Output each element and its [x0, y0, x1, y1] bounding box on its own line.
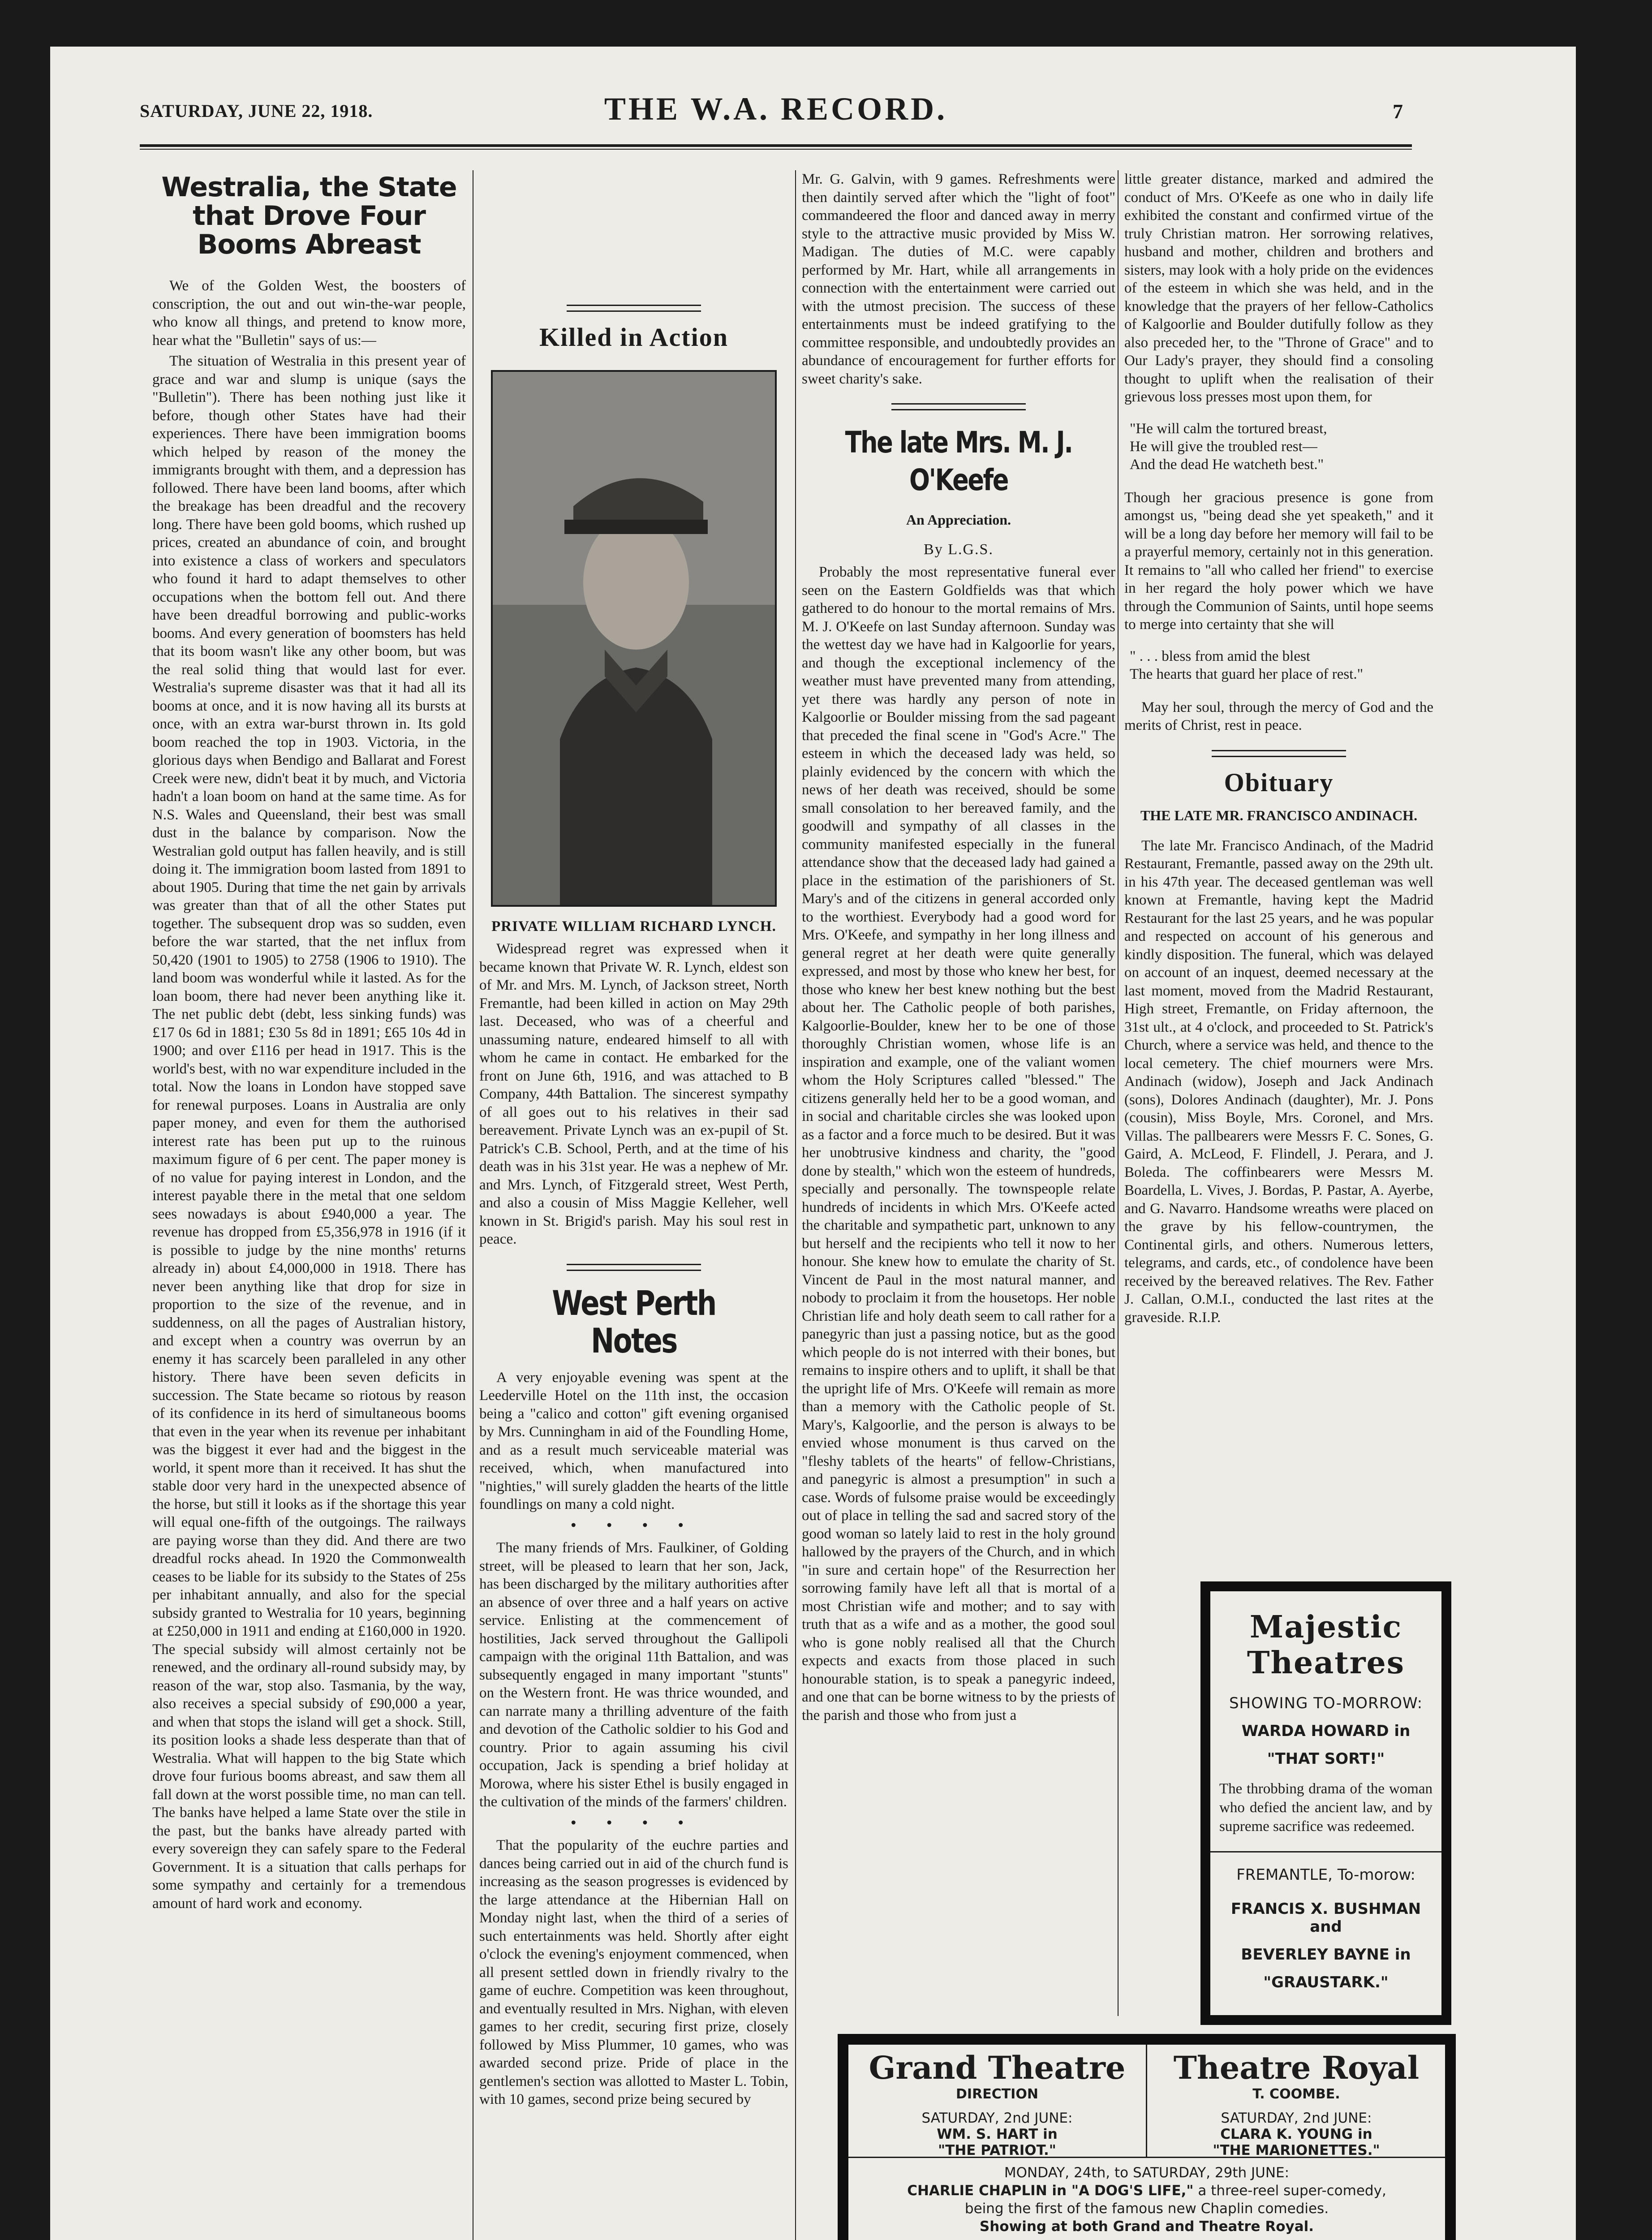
column-4 [1124, 170, 1433, 1572]
chaplin-showing: Showing at both Grand and Theatre Royal. [979, 2218, 1314, 2235]
verse-line: "He will calm the tortured breast, [1130, 420, 1327, 437]
majestic-star3: BEVERLEY BAYNE in [1241, 1946, 1411, 1964]
masthead-date: SATURDAY, JUNE 22, 1918. [140, 101, 373, 121]
okeefe-continued-2: Though her gracious presence is gone from amongst us, "being dead she yet speaketh," and it will be a long day before her memory will fail to be a prayerful memory, certainly not in this generation. It remains to "all who called her friend" to exercise in her regard the holy power which we have through the Communion of Saints, until hope seems to merge into certainty that she will [1124, 489, 1433, 633]
chaplin-block [848, 2164, 1445, 2236]
column-3 [802, 170, 1115, 2016]
column-divider [1118, 170, 1119, 2016]
royal-director: T. COOMBE. [1252, 2086, 1340, 2102]
grand-direction: DIRECTION [956, 2086, 1038, 2102]
verse-line: " . . . bless from amid the blest [1130, 648, 1310, 664]
west-perth-para-1: A very enjoyable evening was spent at the Leederville Hotel on the 11th inst, the occasion being a "calico and cotton" gift evening organised by Mrs. Cunningham in aid of the Foundling Home, and as a result much serviceable material was received, which, when manufactured into "nighties," will surely gladden the hearts of the little foundlings on many a cold night. [479, 1369, 788, 1512]
verse-1 [1130, 420, 1433, 474]
majestic-ad [1200, 1581, 1451, 2025]
westralia-body: The situation of Westralia in this present year of grace and war and slump is unique (says the "Bulletin"). There has been nothing just like it before, though other States have had their experiences. There have been immigration booms which helped by reason of the money the immigrants brought with them, and a depression has followed. There have been land booms, after which the breakage has been dreadful and the recovery long. There have been gold booms, which rushed up prices, created an abundance of coin, and brought into existence a class of workers and speculators who found it hard to adapt themselves to other occupations when the bottom fell out. And there have been dreadful borrowing and public-works booms. And every generation of boomsters has held that its boom wasn't like any other boom, but was the real solid thing that would last for ever. Westralia's supreme disaster was that it had all its booms at once, and it is now having all its bursts at once, with an extra war-burst thrown in. Its gold boom reached the top in 1903. Victoria, in the glorious days when Bendigo and Ballarat and Forest Creek were new, didn't beat it by much, and Victoria hadn't a loan boom on hand at the same time. As for N.S. Wales and Queensland, their best was small dust in the balance by comparison. Now the Westralian gold output has fallen heavily, and is still doing it. The immigration boom lasted from 1891 to about 1905. During that time the net gain by arrivals was greater than that of all the other States put together. The subsequent drop was so sudden, even before the war started, that the net influx from 50,420 (1901 to 1905) to 2758 (1906 to 1910). The land boom was wonderful while it lasted. As for the loan boom, there had never been anything like it. The net public debt (debt, less sinking funds) was £17 0s 6d in 1881; £30 5s 8d in 1891; £65 10s 4d in 1900; and over £116 per head in 1917. This is the world's best, with no war expenditure included in the total. Now the loans in London have stopped save for renewal purposes. Loans in Australia are only paper money, and even for them the authorised interest rate has been put up to the ruinous maximum figure of 6 per cent. The paper money is of no value for paying interest in London, and the interest payable there in the metal that one seldom sees nowadays is about £940,000 a year. The revenue has dropped from £5,356,978 in 1916 (if it is possible to judge by the nine months' returns already in) about £4,000,000 in 1918. There has never been anything like that drop for size in proportion to the size of the revenue, and in suddenness, on all the pages of Australian history, and except when a country was overrun by an enemy it has scarcely been paralleled in any other history. There have been seven deficits in succession. The State became so riotous by reason of its confidence in its herd of simultaneous booms that even in the year when its revenue per inhabitant was the biggest it ever had and the biggest in the world, it spent more than it received. It has shut the stable door very hard in the unexpected absence of the horse, but still it looks as if the shortage this year will equal one-fifth of the outgoings. The railways are paying worse than they did. And there are two dreadful rocks ahead. In 1920 the Commonwealth ceases to be liable for its subsidy to the States of 25s per inhabitant annually, and also for the special subsidy granted to Westralia for 10 years, beginning at £250,000 in 1911 and ending at £160,000 in 1920. The special subsidy will almost certainly not be renewed, and the ordinary all-round subsidy may, by reason of the war, stop also. Tasmania, by the way, also receives a special subsidy of £90,000 a year, and when that stops the island will get a shock. Still, its position looks a shade less desperate than that of Westralia. What will happen to the big State which drove four furious booms abreast, and saw them all fall down at the worst possible time, no man can tell. The banks have helped a lame State over the stile in the past, but the banks have already parted with every sovereign they can safely spare to the Federal Government. It is a situation that calls perhaps for some sympathy and certainly for a tremendous amount of hard work and economy. [152, 353, 466, 1912]
divider [1146, 2045, 1147, 2157]
west-perth-para-2: The many friends of Mrs. Faulkiner, of Golding street, will be pleased to learn that her son, Jack, has been discharged by the military authorities after an absence of over three and a half years on active service. Enlisting at the commencement of hostilities, Jack served throughout the Gallipoli campaign with the original 11th Battalion, and was subsequently engaged in many important "stunts" on the Western front. He was thrice wounded, and can narrate many a thrilling adventure of the faith and devotion of the Catholic soldier to his God and country. Prior to again assuming his civil occupation, Jack is spending a brief holiday at Morowa, where his sister Ethel is busily engaged in the cultivation of the minds of the farmers' children. [479, 1540, 788, 1810]
masthead-title: THE W.A. RECORD. [604, 91, 948, 127]
column-1 [152, 170, 466, 2240]
masthead [140, 50, 1412, 144]
verse-2 [1130, 647, 1433, 683]
majestic-film: "THAT SORT!" [1267, 1750, 1385, 1768]
obituary-subhead: THE LATE MR. FRANCISCO ANDINACH. [1140, 807, 1418, 823]
royal-header [1148, 2049, 1445, 2158]
westralia-headline: Westralia, the State that Drove Four Booms Abreast [161, 172, 457, 260]
chaplin-dates: MONDAY, 24th, to SATURDAY, 29th JUNE: [1004, 2165, 1290, 2181]
masthead-rule [140, 144, 1412, 150]
grand-sat-date: SATURDAY, 2nd JUNE: [921, 2110, 1073, 2126]
dots-separator: • • • • [571, 1517, 697, 1534]
majestic-star: WARDA HOWARD in [1241, 1722, 1411, 1740]
chaplin-desc2: being the first of the famous new Chaplin comedies. [964, 2201, 1329, 2217]
okeefe-closing: May her soul, through the mercy of God and the merits of Christ, rest in peace. [1124, 699, 1433, 733]
divider [1210, 1851, 1441, 1852]
soldier-portrait-image [493, 372, 775, 905]
royal-sat-star: CLARA K. YOUNG in [1220, 2126, 1372, 2142]
photo-caption: PRIVATE WILLIAM RICHARD LYNCH. [491, 918, 776, 935]
majestic-fremantle: FREMANTLE, To-morow: [1236, 1866, 1415, 1884]
page-number: 7 [1393, 100, 1403, 123]
westralia-intro: We of the Golden West, the boosters of conscription, the out and out win-the-war people, who know all things, and pretend to know more, hear what the "Bulletin" says of us:— [152, 278, 466, 349]
grand-sat-film: "THE PATRIOT." [938, 2142, 1056, 2158]
okeefe-text: Probably the most representative funeral ever seen on the Eastern Goldfields was that which gathered to do honour to the mortal remains of Mrs. M. J. O'Keefe on last Sunday afternoon. Sunday was the wettest day we have had in Kalgoorlie for years, and though the exceptional inclemency of the weather must have prevented many from attending, yet there was hardly any person of note in Kalgoorlie or Boulder missing from the sad pageant that preceded the final scene in "God's Acre." The esteem in which the deceased lady was held, so plainly evidenced by the concern with which the news of her death was received, should be some small consolation to her bereaved family, and the goodwill and sympathy of all classes in the community manifested especially in the funeral attendance show that the deceased lady had gained a place in the estimation of the parishioners of St. Mary's and of the citizens in general accorded only to the worthiest. Everybody had a good word for Mrs. O'Keefe, and sympathy in her long illness and general regret at her death were quite generally expressed, and most by those who knew her best, for those who knew her best knew nothing but the best about her. The Catholic people of both parishes, Kalgoorlie-Boulder, knew her to be one of those thoroughly Christian women, whose life is an inspiration and example, one of the valiant women whom the Holy Scriptures called "blessed." The citizens generally held her to be a good woman, and in social and charitable circles she was looked upon as a factor and a force much to be desired. But it was her unobtrusive kindness and charity, the "good done by stealth," which won the esteem of hundreds, specially and personally. The townspeople relate hundreds of incidents in which Mrs. O'Keefe acted the charitable and sympathetic part, unknown to any but herself and the recipients who tell it now to her honour. She knew how to emulate the charity of St. Vincent de Paul in the most natural manner, and nobody to proclaim it from the housetops. Her noble Christian life and holy death seem to call rather for a panegyric than just a passing notice, but as the good which people do is not interred with their bones, but remains to inspire others and to uplift, it shall be that the upright life of Mrs. O'Keefe will remain as more than a memory with the Catholic people of St. Mary's, Kalgoorlie, and the person is always to be envied whose monument is thus carved on the "fleshy tablets of the hearts" of fellow-Christians, and panegyric is almost a presumption" in such a case. Words of fulsome praise would be exceedingly out of place in telling the sad and sacred story of the good woman so lately laid to rest in the holy ground hallowed by the prayers of the Church, and in which "in sure and certain hope" of the Resurrection her sorrowing family have left all that is mortal of a most Christian wife and mother; and to say with truth that as a wife and as a mother, the good soul who is gone nobly realised all that the Church expects and exacts from those placed in such honourable station, is to speak a panegyric indeed, and one that can be borne witness to by the priests of the parish and those who from just a [802, 564, 1115, 1723]
okeefe-byline: By L.G.S. [924, 541, 994, 558]
verse-line: The hearts that guard her place of rest." [1130, 666, 1364, 682]
obituary-headline: Obituary [1224, 767, 1334, 797]
verse-line: He will give the troubled rest— [1130, 438, 1317, 455]
rule [567, 1264, 701, 1271]
killed-headline: Killed in Action [539, 323, 728, 352]
okeefe-continued: little greater distance, marked and admired the conduct of Mrs. O'Keefe as one who in daily life exhibited the constant and confirmed virtue of the truly Christian matron. Her sorrowing relatives, husband and mother, children and brothers and sisters, may look with a holy pride on the evidences of the esteem in which she was held, and in the knowledge that the prayers of her fellow-Catholics of Kalgoorlie and Boulder dutifully follow as they also preceded her, to the "Throne of Grace" and to Our Lady's prayer, they should find a consoling thought to uplift when the realisation of their grievous loss presses most upon them, for [1124, 171, 1433, 405]
rule [891, 403, 1026, 410]
rule [1212, 750, 1346, 757]
verse-line: And the dead He watcheth best." [1130, 456, 1324, 473]
majestic-star2: FRANCIS X. BUSHMAN and [1230, 1900, 1421, 1936]
grand-header [848, 2049, 1146, 2158]
chaplin-desc: a three-reel super-comedy, [1193, 2183, 1386, 2199]
rule [567, 305, 701, 312]
theatre-ad [838, 2034, 1456, 2240]
west-perth-continued: Mr. G. Galvin, with 9 games. Refreshments were then daintily served after which the "light of foot" commandeered the floor and danced away in merry style to the attractive music provided by Miss W. Madigan. The duties of M.C. were capably performed by Mr. Hart, while all arrangements in connection with the entertainment were carried out with the utmost precision. The success of these entertainments must be indeed gratifying to the committee responsible, and undoubtedly provides an abundance of encouragement for further efforts for sweet charity's sake. [802, 171, 1115, 387]
grand-title: Grand Theatre [869, 2049, 1126, 2086]
majestic-film2: "GRAUSTARK." [1263, 1973, 1389, 1991]
majestic-showing: SHOWING TO-MORROW: [1229, 1694, 1423, 1712]
majestic-blurb: The throbbing drama of the woman who defied the ancient law, and by supreme sacrifice was redeemed. [1219, 1781, 1433, 1835]
majestic-title: Majestic Theatres [1247, 1609, 1405, 1681]
obituary-text: The late Mr. Francisco Andinach, of the Madrid Restaurant, Fremantle, passed away on the 29th ult. in his 47th year. The deceased gentleman was well known at Fremantle, having kept the Madrid Restaurant for the last 25 years, and he was popular and respected on account of his generous and kindly disposition. The funeral, which was delayed on account of an inquest, deemed necessary at the last moment, moved from the Madrid Restaurant, High street, Fremantle, on Friday afternoon, the 31st ult., at 4 o'clock, and proceeded to St. Patrick's Church, where a service was held, and thence to the local cemetery. The chief mourners were Mrs. Andinach (widow), Joseph and Jack Andinach (sons), Dolores Andinach (daughter), Mr. J. Pons (cousin), Miss Boyle, Mrs. Coronel, and Mrs. Villas. The pallbearers were Messrs F. C. Sones, G. Gaird, A. McLeod, F. Flindell, J. Perara, and J. Boleda. The coffinbearers were Messrs M. Boardella, L. Vives, J. Bordas, P. Pastar, A. Ayerbe, and G. Navarro. Handsome wreaths were placed on the grave by his fellow-countrymen, the Continental girls, and others. Numerous letters, telegrams, and cards, etc., of condolence have been received by the bereaved relatives. The Rev. Father J. Callan, O.M.I., conducted the last rites at the graveside. R.I.P. [1124, 837, 1433, 1326]
grand-sat-star: WM. S. HART in [937, 2126, 1058, 2142]
west-perth-headline: West Perth Notes [552, 1283, 716, 1361]
okeefe-headline: The late Mrs. M. J. O'Keefe [845, 425, 1072, 497]
column-2 [479, 170, 788, 2240]
soldier-photo [491, 370, 777, 907]
okeefe-subhead: An Appreciation. [906, 512, 1011, 528]
royal-sat-date: SATURDAY, 2nd JUNE: [1221, 2110, 1372, 2126]
chaplin-star: CHARLIE CHAPLIN in "A DOG'S LIFE," [907, 2183, 1194, 2199]
lynch-text: Widespread regret was expressed when it became known that Private W. R. Lynch, eldest son of Mr. and Mrs. M. Lynch, of Jackson street, North Fremantle, had been killed in action on May 29th last. Deceased, who was of a cheerful and unassuming nature, endeared himself to all with whom he came in contact. He embarked for the front on June 6th, 1916, and was attached to B Company, 44th Battalion. The sincerest sympathy of all goes out to his relatives in their sad bereavement. Private Lynch was an ex-pupil of St. Patrick's C.B. School, Perth, and at the time of his death was in his 31st year. He was a nephew of Mr. and Mrs. Lynch, of Fitzgerald street, West Perth, and also a cousin of Miss Maggie Kelleher, well known in St. Brigid's parish. May his soul rest in peace. [479, 941, 788, 1247]
column-divider [795, 170, 796, 2240]
dots-separator: • • • • [571, 1814, 697, 1831]
royal-title: Theatre Royal [1173, 2049, 1420, 2086]
royal-sat-film: "THE MARIONETTES." [1213, 2142, 1380, 2158]
west-perth-para-3: That the popularity of the euchre parties and dances being carried out in aid of the church fund is increasing as the season progresses is evidenced by the large attendance at the Hibernian Hall on Monday night last, when the third of a series of such entertainments was held. Shortly after eight o'clock the evening's enjoyment commenced, when all present settled down in friendly rivalry to the game of euchre. Competition was keen throughout, and eventually resulted in Mrs. Nighan, with eleven games to her credit, securing first prize, closely followed by Miss Plummer, 10 games, who was awarded second prize. Pride of place in the gentlemen's section was allotted to Master L. Tobin, with 10 games, second prize being secured by [479, 1837, 788, 2107]
